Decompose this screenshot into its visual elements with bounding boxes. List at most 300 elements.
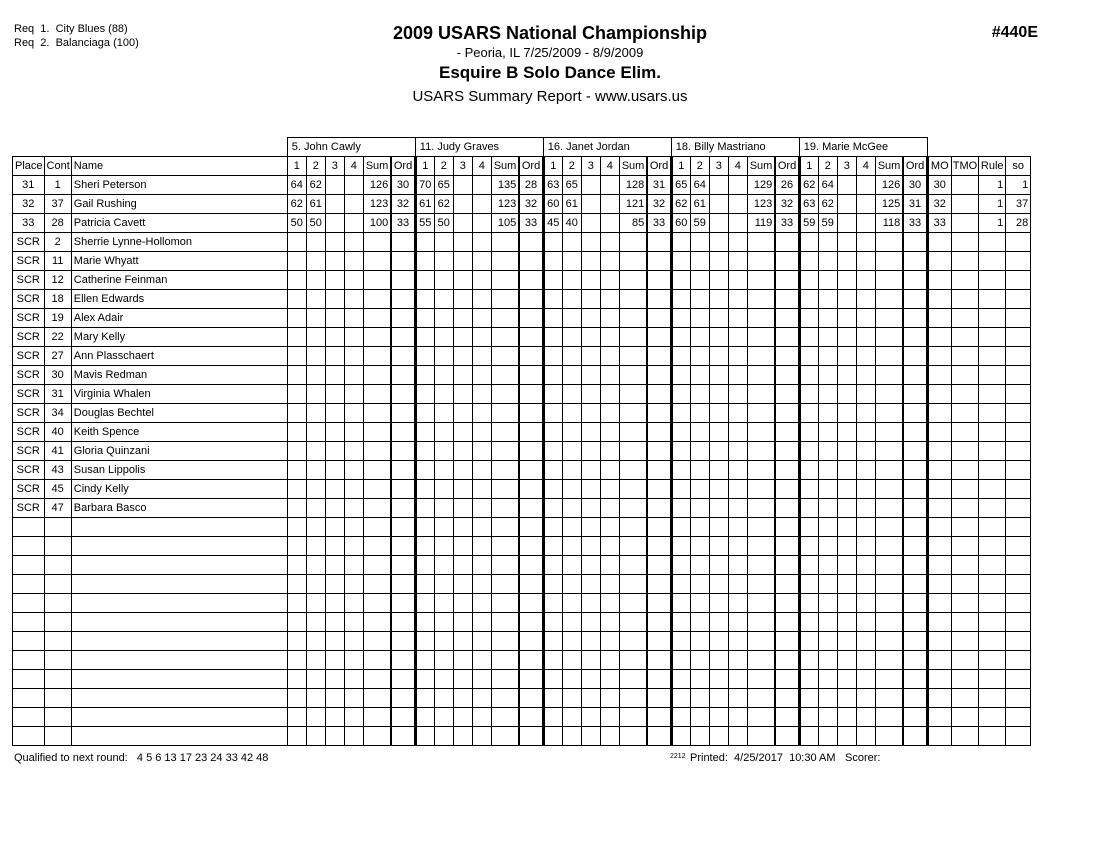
mark-cell — [543, 575, 562, 594]
mark-cell — [306, 575, 325, 594]
cont-cell — [44, 651, 71, 670]
tmo-cell — [951, 214, 978, 233]
mark-cell — [690, 347, 709, 366]
mark-cell — [728, 328, 747, 347]
mark-cell — [325, 328, 344, 347]
mark-cell — [325, 385, 344, 404]
ord-cell — [519, 518, 543, 537]
mark-cell — [856, 328, 875, 347]
ord-cell — [903, 366, 927, 385]
mark-cell — [344, 461, 363, 480]
ord-cell — [647, 613, 671, 632]
mark-cell — [709, 575, 728, 594]
col-header-so: so — [1006, 157, 1031, 176]
tmo-cell — [951, 328, 978, 347]
mark-cell — [306, 537, 325, 556]
col-header-3: 3 — [325, 157, 344, 176]
mo-cell — [927, 499, 951, 518]
mark-cell — [543, 461, 562, 480]
sum-cell — [619, 442, 647, 461]
mark-cell — [434, 290, 453, 309]
mark-cell — [306, 461, 325, 480]
ord-cell — [775, 518, 799, 537]
mark-cell — [325, 594, 344, 613]
mark-cell — [453, 518, 472, 537]
mark-cell — [543, 442, 562, 461]
mark-cell — [581, 347, 600, 366]
mark-cell — [562, 689, 581, 708]
sum-cell — [875, 556, 903, 575]
mark-cell — [453, 233, 472, 252]
sum-cell — [363, 556, 391, 575]
so-cell: 28 — [1006, 214, 1031, 233]
col-header-ord: Ord — [519, 157, 543, 176]
mark-cell — [562, 366, 581, 385]
mark-cell — [818, 689, 837, 708]
mark-cell — [344, 708, 363, 727]
mark-cell — [562, 480, 581, 499]
mark-cell — [287, 423, 306, 442]
mark-cell — [325, 613, 344, 632]
mark-cell: 60 — [543, 195, 562, 214]
col-header-2: 2 — [306, 157, 325, 176]
place-cell — [13, 537, 45, 556]
mark-cell: 62 — [818, 195, 837, 214]
ord-cell — [391, 233, 415, 252]
mark-cell — [287, 404, 306, 423]
mark-cell — [562, 290, 581, 309]
rule-cell — [979, 537, 1006, 556]
mark-cell — [581, 404, 600, 423]
mark-cell — [453, 309, 472, 328]
mark-cell — [818, 480, 837, 499]
mark-cell — [306, 727, 325, 746]
so-cell — [1006, 233, 1031, 252]
mark-cell — [690, 537, 709, 556]
ord-cell — [903, 271, 927, 290]
rule-cell — [979, 480, 1006, 499]
name-cell: Catherine Feinman — [71, 271, 287, 290]
mark-cell — [600, 518, 619, 537]
ord-cell — [391, 442, 415, 461]
mark-cell — [287, 271, 306, 290]
sum-cell — [875, 613, 903, 632]
col-header-3: 3 — [709, 157, 728, 176]
mark-cell: 62 — [799, 176, 818, 195]
mark-cell — [453, 442, 472, 461]
mark-cell — [818, 461, 837, 480]
mark-cell — [600, 347, 619, 366]
mark-cell — [415, 366, 434, 385]
mark-cell — [287, 689, 306, 708]
mark-cell — [818, 442, 837, 461]
cont-cell: 12 — [44, 271, 71, 290]
mark-cell — [799, 518, 818, 537]
sum-cell — [363, 575, 391, 594]
sum-cell — [747, 271, 775, 290]
mark-cell — [837, 556, 856, 575]
mark-cell — [728, 556, 747, 575]
mark-cell — [453, 461, 472, 480]
sum-cell: 126 — [875, 176, 903, 195]
mark-cell — [306, 347, 325, 366]
mark-cell — [671, 537, 690, 556]
sum-cell — [619, 537, 647, 556]
ord-cell — [391, 708, 415, 727]
mark-cell — [709, 252, 728, 271]
mark-cell — [325, 442, 344, 461]
mark-cell — [287, 537, 306, 556]
mark-cell — [434, 271, 453, 290]
table-row — [13, 252, 1031, 271]
ord-cell: 32 — [519, 195, 543, 214]
place-cell — [13, 556, 45, 575]
sum-cell — [747, 575, 775, 594]
mark-cell — [306, 480, 325, 499]
mark-cell — [818, 651, 837, 670]
mark-cell — [543, 518, 562, 537]
mark-cell — [543, 670, 562, 689]
name-cell: Virginia Whalen — [71, 385, 287, 404]
ord-cell — [775, 575, 799, 594]
mark-cell — [709, 309, 728, 328]
mark-cell — [856, 594, 875, 613]
table-row — [13, 670, 1031, 689]
sum-cell — [619, 499, 647, 518]
sum-cell — [747, 670, 775, 689]
mark-cell — [344, 404, 363, 423]
sum-cell — [747, 518, 775, 537]
col-header-1: 1 — [543, 157, 562, 176]
ord-cell — [519, 499, 543, 518]
col-header-4: 4 — [600, 157, 619, 176]
mark-cell — [562, 252, 581, 271]
mark-cell — [344, 347, 363, 366]
mark-cell — [818, 537, 837, 556]
sum-cell — [491, 461, 519, 480]
tmo-cell — [951, 632, 978, 651]
mark-cell — [856, 309, 875, 328]
mark-cell — [325, 233, 344, 252]
mark-cell — [818, 233, 837, 252]
place-cell: SCR — [13, 499, 45, 518]
ord-cell — [903, 385, 927, 404]
ord-cell — [519, 366, 543, 385]
ord-cell — [647, 252, 671, 271]
mark-cell — [818, 328, 837, 347]
table-row — [13, 195, 1031, 214]
sum-cell — [875, 404, 903, 423]
mark-cell — [562, 613, 581, 632]
ord-cell — [647, 499, 671, 518]
required-dance-2: Req 2. Balanciaga (100) — [14, 37, 139, 49]
so-cell — [1006, 613, 1031, 632]
mark-cell — [600, 651, 619, 670]
ord-cell — [647, 347, 671, 366]
mark-cell: 65 — [562, 176, 581, 195]
mark-cell — [543, 727, 562, 746]
ord-cell — [391, 252, 415, 271]
mark-cell — [415, 271, 434, 290]
sum-cell — [491, 727, 519, 746]
sum-cell — [619, 423, 647, 442]
cont-cell: 2 — [44, 233, 71, 252]
sum-cell — [363, 423, 391, 442]
rule-cell: 1 — [979, 195, 1006, 214]
mark-cell — [415, 727, 434, 746]
mark-cell — [415, 708, 434, 727]
mark-cell — [837, 309, 856, 328]
sum-cell — [363, 594, 391, 613]
mark-cell — [287, 328, 306, 347]
mark-cell — [837, 670, 856, 689]
so-cell — [1006, 518, 1031, 537]
mark-cell — [581, 176, 600, 195]
ord-cell — [647, 651, 671, 670]
cont-cell — [44, 518, 71, 537]
sum-cell — [619, 385, 647, 404]
mark-cell — [671, 347, 690, 366]
mark-cell — [581, 366, 600, 385]
ord-cell — [519, 708, 543, 727]
ord-cell — [903, 556, 927, 575]
ord-cell — [775, 670, 799, 689]
ord-cell — [519, 252, 543, 271]
mark-cell — [287, 651, 306, 670]
ord-cell — [903, 518, 927, 537]
mark-cell — [325, 461, 344, 480]
ord-cell — [519, 385, 543, 404]
ord-cell — [647, 385, 671, 404]
mark-cell — [562, 423, 581, 442]
mark-cell — [434, 252, 453, 271]
table-row — [13, 347, 1031, 366]
sum-cell — [747, 233, 775, 252]
sum-cell — [875, 670, 903, 689]
tmo-cell — [951, 575, 978, 594]
ord-cell — [519, 328, 543, 347]
name-cell: Gloria Quinzani — [71, 442, 287, 461]
mark-cell: 59 — [799, 214, 818, 233]
mark-cell — [799, 556, 818, 575]
mark-cell — [818, 499, 837, 518]
mark-cell — [543, 423, 562, 442]
mark-cell — [287, 480, 306, 499]
name-cell: Marie Whyatt — [71, 252, 287, 271]
place-cell — [13, 575, 45, 594]
sum-cell — [491, 271, 519, 290]
cont-cell — [44, 670, 71, 689]
mark-cell — [472, 594, 491, 613]
mark-cell — [856, 575, 875, 594]
mark-cell — [543, 708, 562, 727]
ord-cell: 31 — [647, 176, 671, 195]
mark-cell — [287, 309, 306, 328]
so-cell — [1006, 347, 1031, 366]
mark-cell — [600, 670, 619, 689]
ord-cell — [391, 271, 415, 290]
mark-cell: 64 — [287, 176, 306, 195]
mark-cell — [344, 575, 363, 594]
ord-cell — [391, 423, 415, 442]
scorer-label: Scorer: — [845, 752, 881, 764]
mark-cell — [709, 176, 728, 195]
mark-cell — [600, 290, 619, 309]
ord-cell — [647, 632, 671, 651]
mark-cell — [453, 252, 472, 271]
mark-cell — [562, 556, 581, 575]
mark-cell — [453, 347, 472, 366]
mark-cell: 65 — [434, 176, 453, 195]
mark-cell — [415, 556, 434, 575]
sum-cell — [875, 499, 903, 518]
mark-cell — [415, 347, 434, 366]
sum-cell — [875, 575, 903, 594]
so-cell — [1006, 442, 1031, 461]
sum-cell: 128 — [619, 176, 647, 195]
mark-cell — [856, 347, 875, 366]
mark-cell — [287, 556, 306, 575]
mark-cell — [453, 613, 472, 632]
mark-cell — [306, 233, 325, 252]
ord-cell — [519, 727, 543, 746]
sum-cell — [363, 651, 391, 670]
mark-cell — [600, 309, 619, 328]
ord-cell — [647, 480, 671, 499]
sum-cell — [491, 518, 519, 537]
tmo-cell — [951, 518, 978, 537]
ord-cell — [647, 594, 671, 613]
sum-cell — [363, 537, 391, 556]
mark-cell — [344, 252, 363, 271]
mark-cell — [325, 271, 344, 290]
table-row — [13, 404, 1031, 423]
col-header-1: 1 — [799, 157, 818, 176]
sum-cell — [363, 518, 391, 537]
ord-cell — [647, 708, 671, 727]
sum-cell — [363, 309, 391, 328]
ord-cell — [903, 461, 927, 480]
mark-cell — [562, 651, 581, 670]
mark-cell — [453, 651, 472, 670]
mark-cell — [671, 442, 690, 461]
sum-cell: 129 — [747, 176, 775, 195]
mark-cell — [581, 594, 600, 613]
table-row — [13, 594, 1031, 613]
mark-cell — [306, 556, 325, 575]
mark-cell — [600, 442, 619, 461]
mark-cell — [287, 385, 306, 404]
mo-cell — [927, 366, 951, 385]
sum-cell — [363, 689, 391, 708]
cont-cell — [44, 556, 71, 575]
sum-cell — [619, 613, 647, 632]
so-cell — [1006, 727, 1031, 746]
mark-cell — [671, 689, 690, 708]
mark-cell: 55 — [415, 214, 434, 233]
sum-cell — [875, 689, 903, 708]
mark-cell — [325, 423, 344, 442]
table-row — [13, 423, 1031, 442]
mark-cell — [306, 632, 325, 651]
mark-cell — [728, 404, 747, 423]
sum-cell — [619, 347, 647, 366]
mark-cell — [453, 689, 472, 708]
mark-cell — [709, 689, 728, 708]
mark-cell — [728, 613, 747, 632]
mark-cell — [799, 309, 818, 328]
mark-cell — [709, 613, 728, 632]
ord-cell — [775, 347, 799, 366]
mark-cell — [415, 613, 434, 632]
mark-cell — [287, 518, 306, 537]
ord-cell — [519, 461, 543, 480]
mark-cell — [671, 556, 690, 575]
cont-cell — [44, 727, 71, 746]
mark-cell — [581, 670, 600, 689]
mark-cell — [306, 252, 325, 271]
mo-cell — [927, 537, 951, 556]
rule-cell — [979, 442, 1006, 461]
mark-cell — [306, 404, 325, 423]
mark-cell — [837, 537, 856, 556]
mo-cell — [927, 404, 951, 423]
event-location-dates: - Peoria, IL 7/25/2009 - 8/9/2009 — [456, 45, 644, 60]
mark-cell — [728, 651, 747, 670]
mark-cell — [799, 461, 818, 480]
mark-cell — [344, 423, 363, 442]
mark-cell — [671, 727, 690, 746]
mark-cell — [472, 290, 491, 309]
ord-cell: 33 — [391, 214, 415, 233]
name-cell — [71, 518, 287, 537]
mark-cell — [287, 575, 306, 594]
mark-cell — [325, 347, 344, 366]
col-header-rule: Rule — [979, 157, 1006, 176]
mark-cell — [690, 689, 709, 708]
mark-cell — [690, 708, 709, 727]
mark-cell — [325, 556, 344, 575]
name-cell — [71, 689, 287, 708]
ord-cell — [647, 442, 671, 461]
ord-cell — [391, 632, 415, 651]
ord-cell — [519, 347, 543, 366]
mark-cell — [856, 727, 875, 746]
results-table — [12, 137, 1031, 746]
mark-cell — [856, 613, 875, 632]
place-cell — [13, 708, 45, 727]
mark-cell — [472, 689, 491, 708]
rule-cell — [979, 613, 1006, 632]
mark-cell: 62 — [434, 195, 453, 214]
mark-cell — [325, 290, 344, 309]
ord-cell — [647, 556, 671, 575]
mark-cell — [434, 613, 453, 632]
col-header-ord: Ord — [391, 157, 415, 176]
col-header-4: 4 — [856, 157, 875, 176]
mark-cell — [709, 651, 728, 670]
place-cell: SCR — [13, 461, 45, 480]
col-header-sum: Sum — [747, 157, 775, 176]
rule-cell — [979, 689, 1006, 708]
sum-cell — [875, 366, 903, 385]
ord-cell — [519, 290, 543, 309]
ord-cell — [391, 594, 415, 613]
mark-cell — [344, 271, 363, 290]
so-cell: 37 — [1006, 195, 1031, 214]
mark-cell — [799, 594, 818, 613]
ord-cell — [903, 309, 927, 328]
